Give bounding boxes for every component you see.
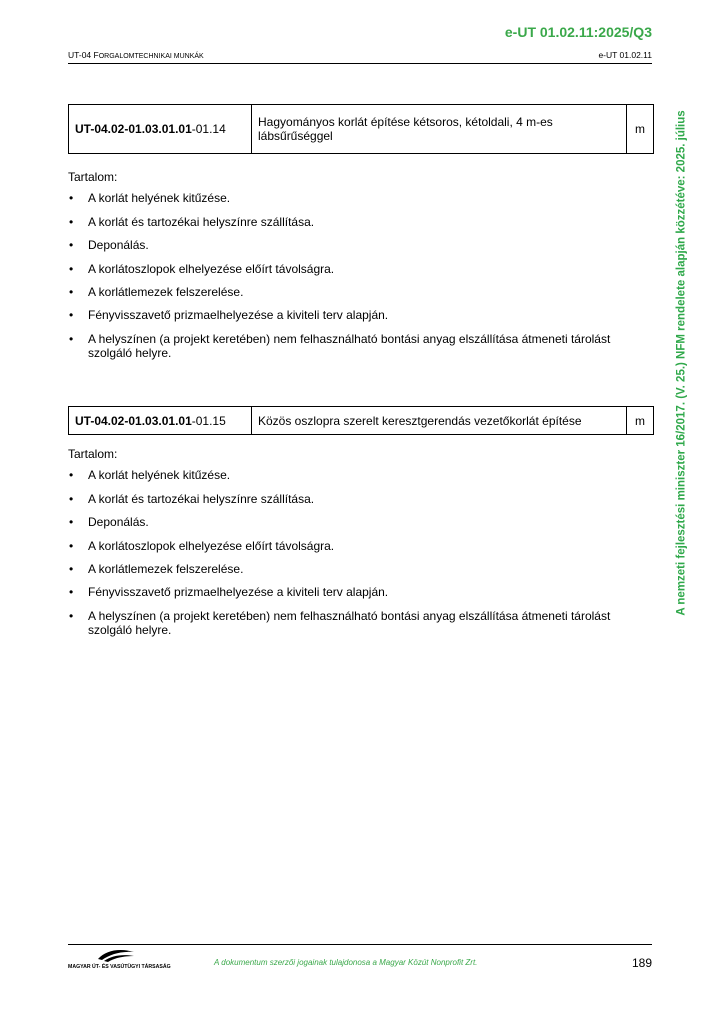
item-table-2 [68, 406, 654, 435]
header-section-smallcaps: ORGALOMTECHNIKAI MUNKÁK [98, 53, 204, 60]
header-section-prefix: UT-04 F [68, 50, 99, 60]
page-number: 189 [631, 956, 652, 970]
header-section-title [68, 50, 204, 60]
list-item: • A helyszínen (a projekt keretében) nem felhasználható bontási anyag elszállítása átmeneti tárolást szolgáló helyre. [68, 332, 648, 361]
list-item: • A korlátoszlopok elhelyezése előírt távolságra. [68, 262, 648, 276]
logo-text: MAGYAR ÚT- ÉS VASÚTÜGYI TÁRSASÁG [68, 964, 171, 970]
content-heading: Tartalom: [68, 447, 118, 461]
footer-divider [68, 944, 652, 945]
content-heading: Tartalom: [68, 170, 118, 184]
item-unit-cell: m [627, 407, 654, 435]
item-code-cell [69, 407, 252, 435]
list-item: • A korlátlemezek felszerelése. [68, 562, 648, 576]
item-code-cell [69, 105, 252, 154]
list-item: • Deponálás. [68, 238, 648, 252]
item-row [69, 407, 654, 435]
item-content-1 [68, 170, 648, 370]
logo-swoosh-icon [96, 946, 136, 962]
item-table-1 [68, 104, 654, 154]
item-code-suffix: -01.14 [191, 122, 226, 136]
list-item: • A helyszínen (a projekt keretében) nem felhasználható bontási anyag elszállítása átmeneti tárolást szolgáló helyre. [68, 609, 648, 638]
item-row [69, 105, 654, 154]
item-code-bold: UT-04.02-01.03.01.01 [75, 413, 192, 428]
side-publication-note [672, 96, 692, 630]
item-code-bold: UT-04.02-01.03.01.01 [75, 122, 192, 136]
item-content-2 [68, 447, 648, 647]
document-code: e-UT 01.02.11:2025/Q3 [504, 24, 652, 40]
list-item: • Deponálás. [68, 515, 648, 529]
list-item: • A korlátoszlopok elhelyezése előírt távolságra. [68, 539, 648, 553]
side-note-text: A nemzeti fejlesztési miniszter 16/2017. (V. 25.) NFM rendelete alapján közzétéve: 2025. július [676, 110, 689, 616]
item-title-cell: Hagyományos korlát építése kétsoros, kétoldali, 4 m-es lábsűrűséggel [252, 105, 627, 154]
list-item: • A korlát helyének kitűzése. [68, 191, 648, 205]
list-item: • Fényvisszavető prizmaelhelyezése a kiviteli terv alapján. [68, 308, 648, 322]
item-title-cell: Közös oszlopra szerelt keresztgerendás vezetőkorlát építése [252, 407, 627, 435]
running-header [68, 50, 652, 64]
content-bullet-list [68, 468, 648, 637]
item-code-suffix: -01.15 [191, 413, 226, 428]
content-bullet-list [68, 191, 648, 360]
item-unit-cell: m [627, 105, 654, 154]
list-item: • A korlát és tartozékai helyszínre szállítása. [68, 215, 648, 229]
header-standard-code: e-UT 01.02.11 [598, 50, 652, 60]
list-item: • A korlát és tartozékai helyszínre szállítása. [68, 492, 648, 506]
organization-logo [68, 946, 171, 970]
copyright-note: A dokumentum szerzői jogainak tulajdonosa a Magyar Közút Nonprofit Zrt. [214, 958, 478, 967]
list-item: • A korlát helyének kitűzése. [68, 468, 648, 482]
list-item: • A korlátlemezek felszerelése. [68, 285, 648, 299]
list-item: • Fényvisszavető prizmaelhelyezése a kiviteli terv alapján. [68, 585, 648, 599]
